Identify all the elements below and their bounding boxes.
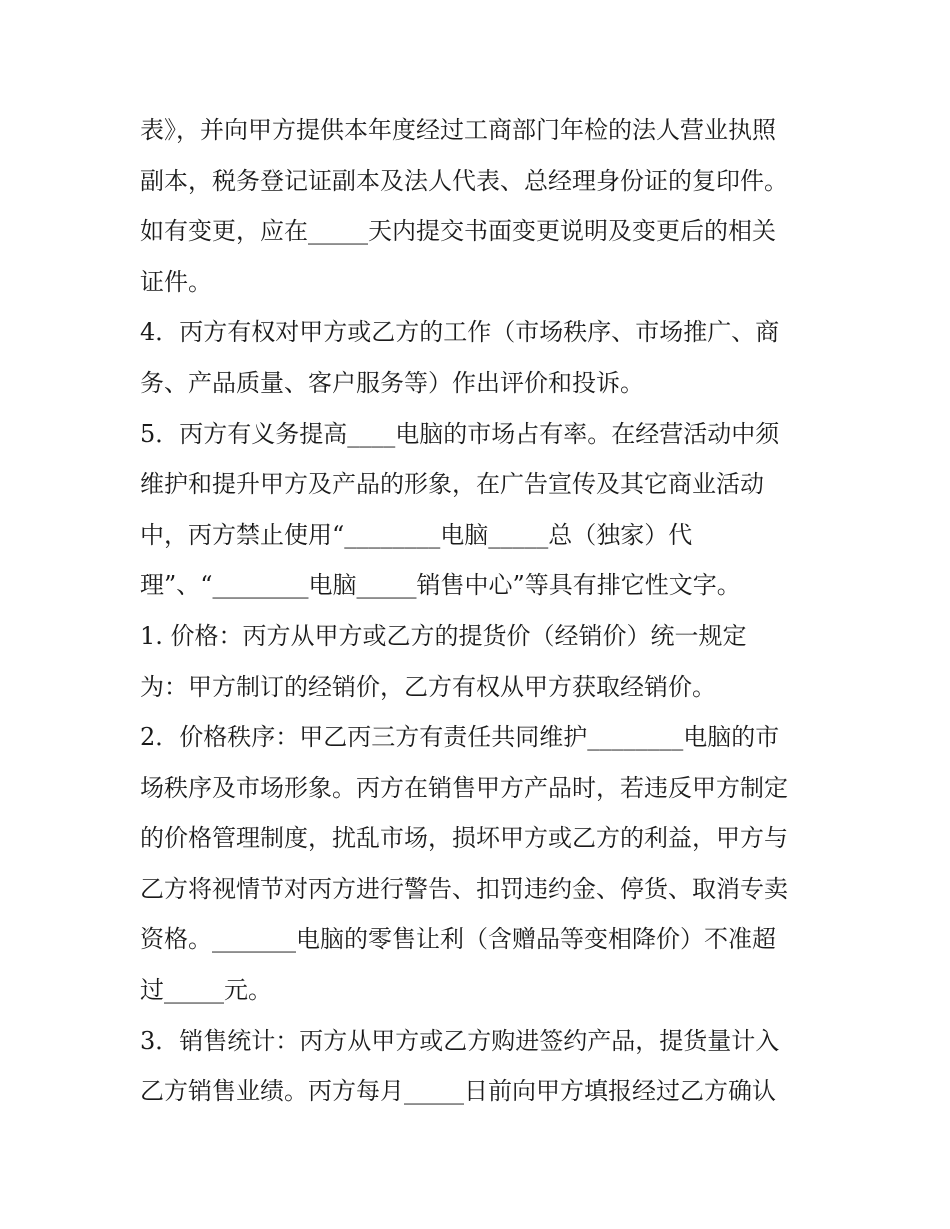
text-line: 副本，税务登记证副本及法人代表、总经理身份证的复印件。 (140, 167, 788, 195)
text-line: 乙方销售业绩。丙方每月_____日前向甲方填报经过乙方确认 (140, 1077, 776, 1105)
text-line: 过_____元。 (140, 976, 272, 1004)
text-line: 2．价格秩序：甲乙丙三方有责任共同维护________电脑的市 (140, 723, 780, 751)
text-line: 如有变更，应在_____天内提交书面变更说明及变更后的相关 (140, 217, 776, 245)
text-line: 资格。_______电脑的零售让利（含赠品等变相降价）不准超 (140, 925, 776, 953)
text-line: 中，丙方禁止使用“________电脑_____总（独家）代 (140, 521, 693, 549)
text-line: 的价格管理制度，扰乱市场，损坏甲方或乙方的利益，甲方与 (140, 824, 788, 852)
text-line: 乙方将视情节对丙方进行警告、扣罚违约金、停货、取消专卖 (140, 875, 788, 903)
text-line: 表》，并向甲方提供本年度经过工商部门年检的法人营业执照 (140, 116, 776, 144)
text-line: 1. 价格：丙方从甲方或乙方的提货价（经销价）统一规定 (140, 622, 747, 650)
text-line: 场秩序及市场形象。丙方在销售甲方产品时，若违反甲方制定 (140, 774, 788, 802)
text-line: 为：甲方制订的经销价，乙方有权从甲方获取经销价。 (140, 673, 716, 701)
text-line: 证件。 (140, 268, 212, 296)
text-line: 5．丙方有义务提高____电脑的市场占有率。在经营活动中须 (140, 420, 780, 448)
text-line: 务、产品质量、客户服务等）作出评价和投诉。 (140, 369, 644, 397)
text-line: 理”、“________电脑_____销售中心”等具有排它性文字。 (140, 571, 741, 599)
text-line: 维护和提升甲方及产品的形象，在广告宣传及其它商业活动 (140, 470, 764, 498)
text-line: 3．销售统计：丙方从甲方或乙方购进签约产品，提货量计入 (140, 1027, 780, 1055)
text-line: 4．丙方有权对甲方或乙方的工作（市场秩序、市场推广、商 (140, 318, 780, 346)
